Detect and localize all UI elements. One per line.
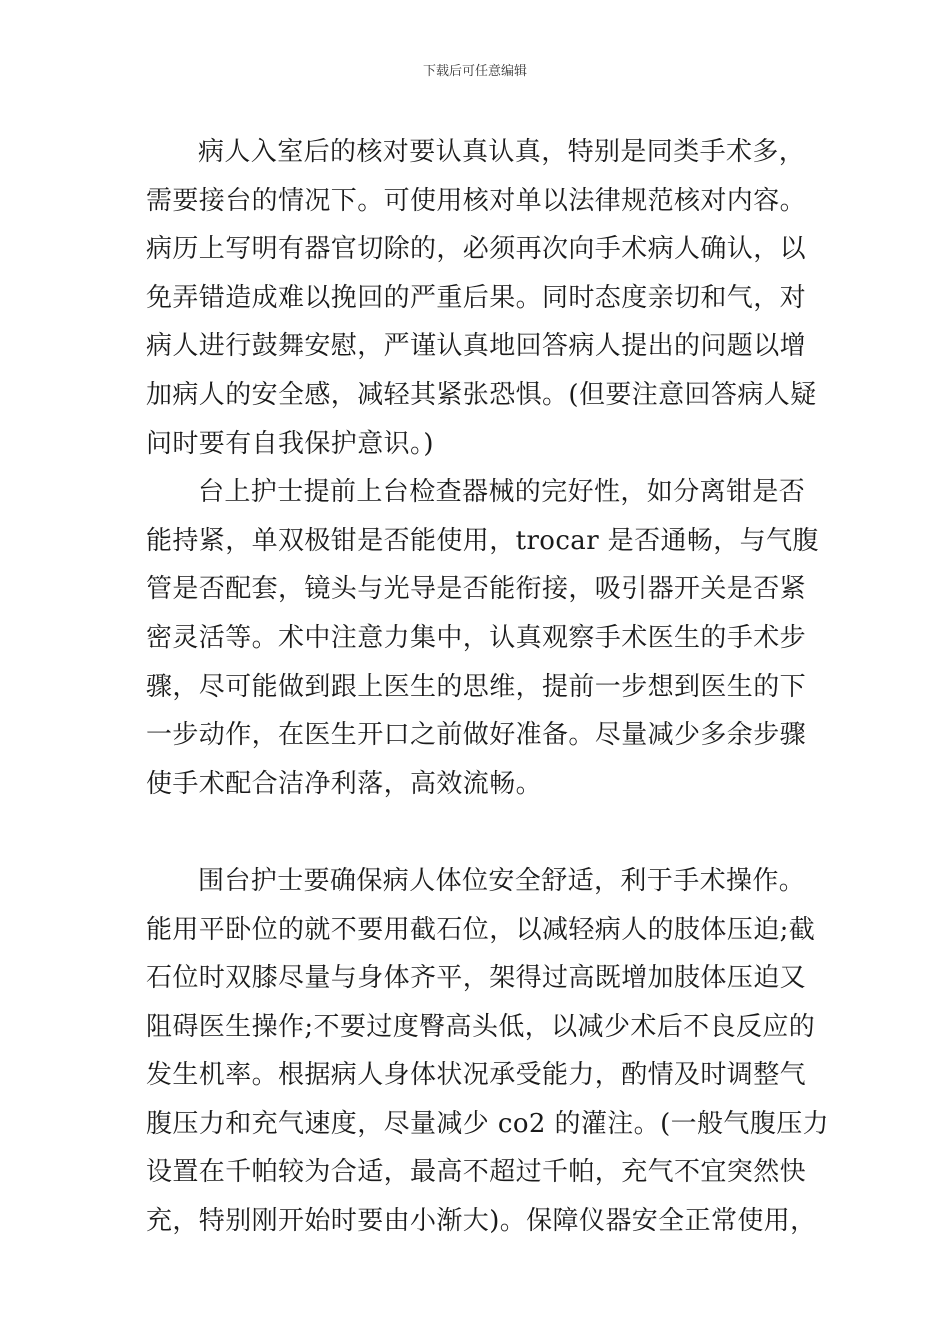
paragraph-1 — [146, 128, 817, 468]
text-line: 病历上写明有器官切除的，必须再次向手术病人确认，以 — [146, 234, 807, 265]
text-line: 能持紧，单双极钳是否能使用，trocar 是否通畅，与气腹 — [146, 525, 819, 556]
text-line: 一步动作，在医生开口之前做好准备。尽量减少多余步骤 — [146, 720, 807, 751]
text-line: 台上护士提前上台检查器械的完好性，如分离钳是否 — [198, 477, 806, 508]
text-line: 腹压力和充气速度，尽量减少 co2 的灌注。(一般气腹压力 — [146, 1108, 830, 1139]
text-line: 发生机率。根据病人身体状况承受能力，酌情及时调整气 — [146, 1060, 807, 1091]
document-body — [146, 128, 830, 1246]
text-line: 能用平卧位的就不要用截石位，以减轻病人的肢体压迫;截 — [146, 914, 816, 945]
paragraph-3 — [146, 857, 830, 1246]
text-line: 病人入室后的核对要认真认真，特别是同类手术多， — [198, 137, 806, 167]
text-line: 石位时双膝尽量与身体齐平，架得过高既增加肢体压迫又 — [146, 963, 807, 994]
page-header-note: 下载后可任意编辑 — [422, 64, 527, 79]
text-line: 围台护士要确保病人体位安全舒适，利于手术操作。 — [198, 865, 806, 896]
text-line: 密灵活等。术中注意力集中，认真观察手术医生的手术步 — [146, 622, 807, 653]
text-line: 病人进行鼓舞安慰，严谨认真地回答病人提出的问题以增 — [146, 331, 807, 362]
text-line — [146, 808, 806, 857]
text-line: 加病人的安全感，减轻其紧张恐惧。(但要注意回答病人疑 — [146, 379, 817, 410]
text-line: 免弄错造成难以挽回的严重后果。同时态度亲切和气，对 — [146, 282, 807, 313]
text-line: 问时要有自我保护意识。) — [146, 428, 434, 459]
text-line: 充，特别刚开始时要由小渐大)。保障仪器安全正常使用， — [146, 1206, 817, 1237]
text-line: 需要接台的情况下。可使用核对单以法律规范核对内容。 — [146, 185, 807, 216]
paragraph-2 — [146, 468, 819, 857]
text-line: 使手术配合洁净利落，高效流畅。 — [146, 768, 543, 799]
text-line: 管是否配套，镜头与光导是否能衔接，吸引器开关是否紧 — [146, 574, 807, 605]
text-line: 阻碍医生操作;不要过度臀高头低，以减少术后不良反应的 — [146, 1011, 816, 1042]
text-line: 骤，尽可能做到跟上医生的思维，提前一步想到医生的下 — [146, 671, 807, 702]
text-line: 设置在千帕较为合适，最高不超过千帕，充气不宜突然快 — [146, 1157, 807, 1188]
